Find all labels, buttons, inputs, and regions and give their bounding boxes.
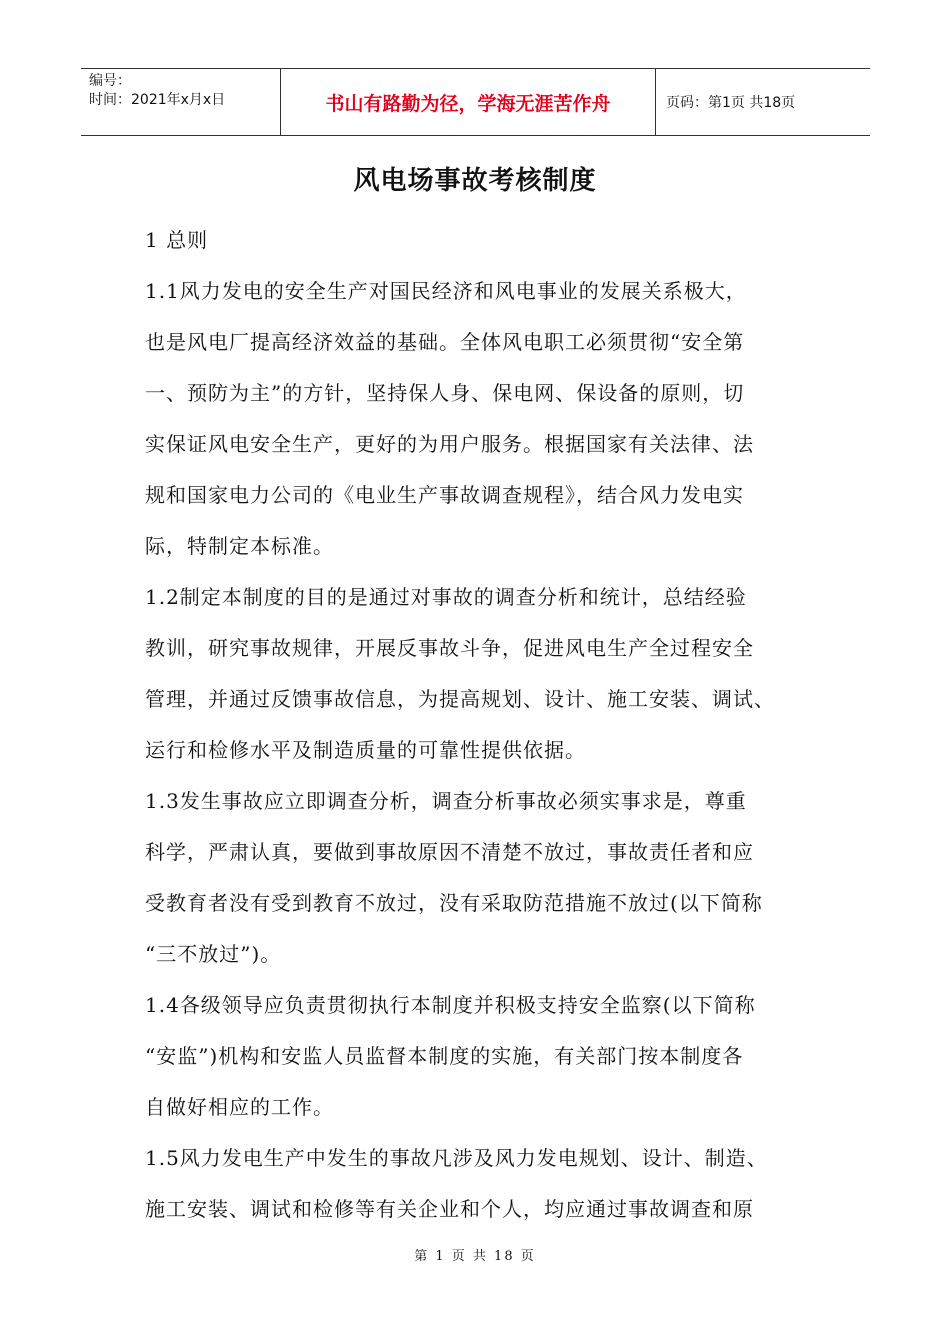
body-line: 自做好相应的工作。 [145, 1095, 334, 1119]
header-table [81, 68, 870, 136]
body-line: 一、预防为主”的方针，坚持保人身、保电网、保设备的原则，切 [145, 381, 745, 405]
document-number-label: 编号： [89, 73, 131, 89]
body-line: 管理，并通过反馈事故信息，为提高规划、设计、施工安装、调试、 [145, 687, 775, 711]
body-line: 实保证风电安全生产，更好的为用户服务。根据国家有关法律、法 [145, 432, 754, 456]
body-line: 规和国家电力公司的《电业生产事故调查规程》，结合风力发电实 [145, 483, 744, 507]
body-line: 1.1风力发电的安全生产对国民经济和风电事业的发展关系极大， [145, 279, 747, 303]
header-motto: 书山有路勤为径，学海无涯苦作舟 [281, 69, 656, 135]
body-line: 际，特制定本标准。 [145, 534, 334, 558]
page-footer: 第 1 页 共 18 页 [414, 1249, 536, 1264]
body-line: 教训，研究事故规律，开展反事故斗争，促进风电生产全过程安全 [145, 636, 754, 660]
body-line: 1.3发生事故应立即调查分析，调查分析事故必须实事求是，尊重 [145, 789, 747, 813]
document-body [145, 215, 835, 1235]
body-line: 1.4各级领导应负责贯彻执行本制度并积极支持安全监察(以下简称 [145, 993, 756, 1017]
body-line: 施工安装、调试和检修等有关企业和个人，均应通过事故调查和原 [145, 1197, 754, 1221]
body-line: 运行和检修水平及制造质量的可靠性提供依据。 [145, 738, 586, 762]
section-heading: 1 总则 [145, 228, 209, 252]
body-line: 也是风电厂提高经济效益的基础。全体风电职工必须贯彻“安全第 [145, 330, 745, 354]
body-line: 1.2制定本制度的目的是通过对事故的调查分析和统计，总结经验 [145, 585, 747, 609]
body-line: “安监”)机构和安监人员监督本制度的实施，有关部门按本制度各 [145, 1044, 744, 1068]
body-line: “三不放过”)。 [145, 942, 282, 966]
body-line: 科学，严肃认真，要做到事故原因不清楚不放过，事故责任者和应 [145, 840, 754, 864]
body-line: 受教育者没有受到教育不放过，没有采取防范措施不放过(以下简称 [145, 891, 763, 915]
body-line: 1.5风力发电生产中发生的事故凡涉及风力发电规划、设计、制造、 [145, 1146, 768, 1170]
header-meta-cell [81, 69, 281, 135]
document-title: 风电场事故考核制度 [353, 166, 597, 196]
document-date-label: 时间：2021年x月x日 [89, 92, 226, 108]
header-page-info: 页码：第1页 共18页 [666, 95, 796, 111]
